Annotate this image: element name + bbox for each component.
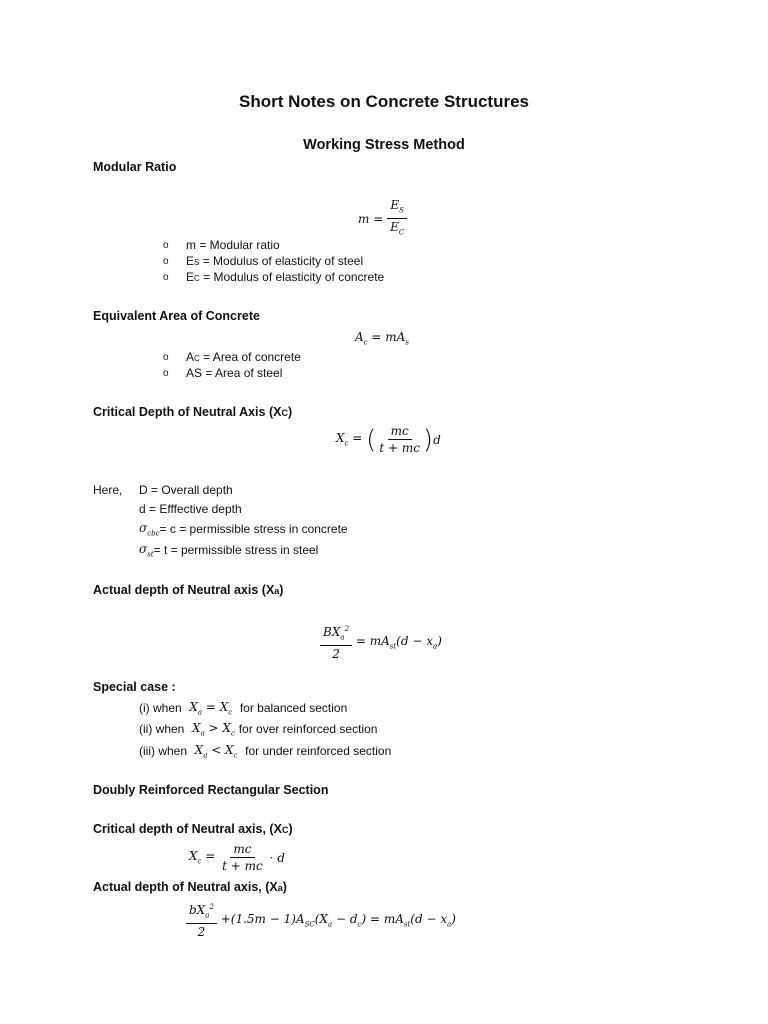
- heading-actual-depth: Actual depth of Neutral axis (Xa): [93, 583, 284, 597]
- def-ec: EC = Modulus of elasticity of concrete: [186, 270, 385, 284]
- def-overall-depth: D = Overall depth: [139, 483, 233, 497]
- page-title: Short Notes on Concrete Structures: [239, 92, 529, 111]
- heading-equivalent-area: Equivalent Area of Concrete: [93, 309, 260, 323]
- section-title-working-stress: Working Stress Method: [303, 137, 465, 153]
- def-effective-depth: d = Efffective depth: [139, 502, 242, 516]
- heading-doubly-critical-depth: Critical depth of Neutral axis, (XC): [93, 822, 293, 836]
- def-ac: AC = Area of concrete: [186, 350, 301, 364]
- case-balanced: (i) when $X_a = X_c$ for balanced section: [139, 700, 348, 717]
- bullet-icon: o: [163, 352, 169, 363]
- heading-modular-ratio: Modular Ratio: [93, 160, 177, 174]
- formula-critical-depth: $X_c$ = ( $\frac{mc}{t + mc}$ ) d: [336, 424, 441, 455]
- here-label: Here,: [93, 483, 123, 497]
- bullet-icon: o: [163, 272, 169, 283]
- case-under-reinforced: (iii) when $X_a < X_c$ for under reinforced section: [139, 743, 392, 760]
- heading-special-case: Special case :: [93, 680, 176, 694]
- bullet-icon: o: [163, 240, 169, 251]
- formula-modular-ratio: m = $\frac{E_S}{E_C}$: [358, 198, 407, 240]
- heading-doubly-reinforced: Doubly Reinforced Rectangular Section: [93, 783, 329, 797]
- bullet-icon: o: [163, 368, 169, 379]
- heading-doubly-actual-depth: Actual depth of Neutral axis, (Xa): [93, 880, 287, 894]
- formula-equivalent-area: $A_c = mA_s$: [355, 330, 409, 347]
- def-m: m = Modular ratio: [186, 238, 280, 252]
- formula-actual-depth: $\frac{BX_a^2}{2}$ = $mA_{st}(d - x_a)$: [320, 622, 442, 661]
- heading-critical-depth: Critical Depth of Neutral Axis (XC): [93, 405, 293, 419]
- def-sigma-st: $\sigma_{st}$ = t = permissible stress in steel: [139, 542, 319, 559]
- formula-doubly-actual-depth: $\frac{bX_a^2}{2}$ $+(1.5m - 1)A_{SC}(X_a - d_c) = mA_{st}(d - x_a)$: [186, 900, 456, 939]
- def-sigma-cbc: $\sigma_{cbc}$ = c = permissible stress in concrete: [139, 521, 348, 538]
- bullet-icon: o: [163, 256, 169, 267]
- def-es: ES = Modulus of elasticity of steel: [186, 254, 364, 268]
- formula-doubly-critical-depth: $X_c$ = $\frac{mc}{t + mc}$ · d: [189, 842, 285, 873]
- case-over-reinforced: (ii) when $X_a > X_c$ for over reinforced section: [139, 721, 378, 738]
- def-as: AS = Area of steel: [186, 366, 283, 380]
